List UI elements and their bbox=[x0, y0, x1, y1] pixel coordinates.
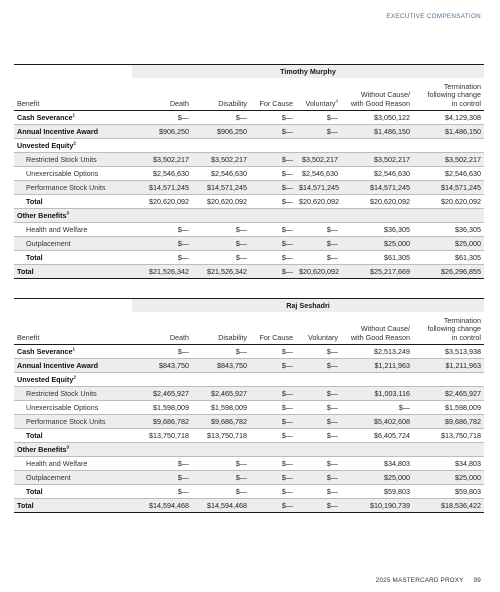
table-row bbox=[14, 471, 484, 485]
row-label: Cash Severance$^1$ bbox=[14, 345, 132, 359]
cell-voluntary: $2,546,630 bbox=[296, 167, 341, 181]
footnote-marker: 3 bbox=[66, 210, 70, 216]
cell-voluntary: $— bbox=[296, 457, 341, 471]
cell-change-in-control: $2,546,630 bbox=[413, 167, 484, 181]
cell-death: $— bbox=[132, 485, 192, 499]
cell-voluntary: $— bbox=[296, 237, 341, 251]
cell-death bbox=[132, 139, 192, 153]
cell-without-cause: $2,546,630 bbox=[341, 167, 413, 181]
col-header-voluntary: Voluntary$^4$ bbox=[296, 78, 341, 111]
cell-death: $— bbox=[132, 111, 192, 125]
cell-death: $843,750 bbox=[132, 359, 192, 373]
cell-voluntary: $— bbox=[296, 251, 341, 265]
cell-disability: $14,571,245 bbox=[192, 181, 250, 195]
cell-death: $— bbox=[132, 345, 192, 359]
row-label: Total bbox=[14, 251, 132, 265]
col-header-disability: Disability bbox=[192, 312, 250, 345]
cell-death: $2,465,927 bbox=[132, 387, 192, 401]
cell-death: $13,750,718 bbox=[132, 429, 192, 443]
col-header-voluntary: Voluntary bbox=[296, 312, 341, 345]
cell-disability: $— bbox=[192, 457, 250, 471]
col-header-disability: Disability bbox=[192, 78, 250, 111]
cell-change-in-control: $59,803 bbox=[413, 485, 484, 499]
cell-change-in-control: $2,465,927 bbox=[413, 387, 484, 401]
cell-without-cause: $14,571,245 bbox=[341, 181, 413, 195]
cell-for-cause: $— bbox=[250, 195, 296, 209]
cell-voluntary bbox=[296, 443, 341, 457]
cell-voluntary: $3,502,217 bbox=[296, 153, 341, 167]
cell-death: $3,502,217 bbox=[132, 153, 192, 167]
cell-death: $2,546,630 bbox=[132, 167, 192, 181]
cell-for-cause bbox=[250, 139, 296, 153]
cell-death bbox=[132, 209, 192, 223]
cell-for-cause: $— bbox=[250, 471, 296, 485]
cell-for-cause: $— bbox=[250, 345, 296, 359]
cell-voluntary: $— bbox=[296, 401, 341, 415]
row-label: Total bbox=[14, 265, 132, 279]
cell-without-cause: $— bbox=[341, 401, 413, 415]
cell-change-in-control bbox=[413, 209, 484, 223]
cell-voluntary bbox=[296, 139, 341, 153]
cell-change-in-control: $9,686,782 bbox=[413, 415, 484, 429]
cell-disability: $20,620,092 bbox=[192, 195, 250, 209]
cell-voluntary: $— bbox=[296, 387, 341, 401]
table-row bbox=[14, 415, 484, 429]
cell-disability: $— bbox=[192, 237, 250, 251]
table-row bbox=[14, 153, 484, 167]
row-label: Unvested Equity$^2$ bbox=[14, 139, 132, 153]
row-label: Restricted Stock Units bbox=[14, 387, 132, 401]
cell-death: $— bbox=[132, 457, 192, 471]
table-row bbox=[14, 265, 484, 279]
cell-for-cause bbox=[250, 373, 296, 387]
table-row bbox=[14, 167, 484, 181]
table-row bbox=[14, 457, 484, 471]
cell-change-in-control: $1,598,009 bbox=[413, 401, 484, 415]
col-header-change-in-control: Termination following change in control bbox=[413, 78, 484, 111]
row-label: Other Benefits$^3$ bbox=[14, 209, 132, 223]
table-row bbox=[14, 111, 484, 125]
cell-for-cause: $— bbox=[250, 237, 296, 251]
table-row bbox=[14, 499, 484, 513]
cell-voluntary: $— bbox=[296, 223, 341, 237]
cell-disability: $2,546,630 bbox=[192, 167, 250, 181]
cell-disability: $— bbox=[192, 223, 250, 237]
cell-change-in-control: $1,486,150 bbox=[413, 125, 484, 139]
cell-for-cause: $— bbox=[250, 457, 296, 471]
cell-for-cause: $— bbox=[250, 223, 296, 237]
row-label: Outplacement bbox=[14, 237, 132, 251]
cell-without-cause: $25,217,669 bbox=[341, 265, 413, 279]
table-row bbox=[14, 373, 484, 387]
cell-disability: $14,594,468 bbox=[192, 499, 250, 513]
cell-change-in-control bbox=[413, 443, 484, 457]
cell-for-cause: $— bbox=[250, 125, 296, 139]
table-row bbox=[14, 195, 484, 209]
severance-table-raj-seshadri bbox=[14, 298, 484, 513]
table-row bbox=[14, 387, 484, 401]
cell-for-cause: $— bbox=[250, 429, 296, 443]
footnote-marker: 2 bbox=[73, 374, 76, 380]
cell-without-cause: $25,000 bbox=[341, 471, 413, 485]
cell-voluntary: $14,571,245 bbox=[296, 181, 341, 195]
col-header-without-cause: Without Cause/ with Good Reason bbox=[341, 78, 413, 111]
table-row bbox=[14, 429, 484, 443]
cell-without-cause: $34,803 bbox=[341, 457, 413, 471]
row-label: Outplacement bbox=[14, 471, 132, 485]
cell-change-in-control: $25,000 bbox=[413, 237, 484, 251]
col-header-without-cause: Without Cause/ with Good Reason bbox=[341, 312, 413, 345]
table-row bbox=[14, 485, 484, 499]
cell-change-in-control: $36,305 bbox=[413, 223, 484, 237]
cell-death: $906,250 bbox=[132, 125, 192, 139]
table-row bbox=[14, 237, 484, 251]
cell-for-cause: $— bbox=[250, 387, 296, 401]
cell-voluntary: $— bbox=[296, 359, 341, 373]
row-label: Total bbox=[14, 499, 132, 513]
col-header-for-cause: For Cause bbox=[250, 312, 296, 345]
page-number: 99 bbox=[473, 577, 481, 584]
cell-without-cause: $6,405,724 bbox=[341, 429, 413, 443]
row-label: Cash Severance$^1$ bbox=[14, 111, 132, 125]
cell-death: $21,526,342 bbox=[132, 265, 192, 279]
cell-death: $14,571,245 bbox=[132, 181, 192, 195]
cell-voluntary: $20,620,092 bbox=[296, 195, 341, 209]
cell-for-cause: $— bbox=[250, 499, 296, 513]
cell-disability: $906,250 bbox=[192, 125, 250, 139]
cell-disability: $21,526,342 bbox=[192, 265, 250, 279]
cell-for-cause: $— bbox=[250, 153, 296, 167]
cell-without-cause: $5,402,608 bbox=[341, 415, 413, 429]
cell-voluntary: $— bbox=[296, 429, 341, 443]
cell-disability: $— bbox=[192, 251, 250, 265]
cell-for-cause bbox=[250, 209, 296, 223]
cell-for-cause: $— bbox=[250, 359, 296, 373]
cell-voluntary: $20,620,092 bbox=[296, 265, 341, 279]
footnote-marker: 3 bbox=[66, 444, 70, 450]
executive-name: Raj Seshadri bbox=[132, 299, 484, 312]
cell-voluntary bbox=[296, 373, 341, 387]
cell-voluntary: $— bbox=[296, 471, 341, 485]
cell-for-cause: $— bbox=[250, 167, 296, 181]
cell-voluntary: $— bbox=[296, 125, 341, 139]
cell-disability: $3,502,217 bbox=[192, 153, 250, 167]
cell-death: $— bbox=[132, 223, 192, 237]
col-header-benefit: Benefit bbox=[14, 78, 132, 111]
cell-voluntary: $— bbox=[296, 345, 341, 359]
cell-disability bbox=[192, 209, 250, 223]
col-header-for-cause: For Cause bbox=[250, 78, 296, 111]
row-label: Restricted Stock Units bbox=[14, 153, 132, 167]
cell-voluntary: $— bbox=[296, 499, 341, 513]
cell-without-cause: $10,190,739 bbox=[341, 499, 413, 513]
cell-change-in-control: $61,305 bbox=[413, 251, 484, 265]
cell-change-in-control: $20,620,092 bbox=[413, 195, 484, 209]
cell-voluntary: $— bbox=[296, 415, 341, 429]
cell-disability: $— bbox=[192, 471, 250, 485]
row-label: Total bbox=[14, 485, 132, 499]
cell-without-cause: $1,003,116 bbox=[341, 387, 413, 401]
cell-disability: $843,750 bbox=[192, 359, 250, 373]
severance-table-timothy-murphy bbox=[14, 64, 484, 279]
col-header-benefit: Benefit bbox=[14, 312, 132, 345]
cell-without-cause bbox=[341, 443, 413, 457]
col-header-death: Death bbox=[132, 78, 192, 111]
cell-for-cause: $— bbox=[250, 401, 296, 415]
row-label: Unexercisable Options bbox=[14, 401, 132, 415]
cell-change-in-control: $18,536,422 bbox=[413, 499, 484, 513]
row-label: Health and Welfare bbox=[14, 457, 132, 471]
table-row bbox=[14, 223, 484, 237]
table-row bbox=[14, 125, 484, 139]
cell-without-cause: $61,305 bbox=[341, 251, 413, 265]
cell-change-in-control: $34,803 bbox=[413, 457, 484, 471]
cell-disability: $9,686,782 bbox=[192, 415, 250, 429]
cell-for-cause: $— bbox=[250, 111, 296, 125]
row-label: Other Benefits$^3$ bbox=[14, 443, 132, 457]
col-header-death: Death bbox=[132, 312, 192, 345]
row-label: Total bbox=[14, 429, 132, 443]
row-label: Annual Incentive Award bbox=[14, 359, 132, 373]
cell-disability: $13,750,718 bbox=[192, 429, 250, 443]
cell-disability bbox=[192, 139, 250, 153]
table-row bbox=[14, 345, 484, 359]
page-footer bbox=[376, 577, 481, 584]
cell-death bbox=[132, 443, 192, 457]
cell-for-cause: $— bbox=[250, 415, 296, 429]
cell-without-cause: $25,000 bbox=[341, 237, 413, 251]
cell-without-cause: $1,211,963 bbox=[341, 359, 413, 373]
table-row bbox=[14, 359, 484, 373]
cell-without-cause: $2,513,249 bbox=[341, 345, 413, 359]
section-header: EXECUTIVE COMPENSATION bbox=[386, 13, 481, 20]
cell-death: $9,686,782 bbox=[132, 415, 192, 429]
table-row bbox=[14, 139, 484, 153]
cell-without-cause: $36,305 bbox=[341, 223, 413, 237]
cell-death: $— bbox=[132, 471, 192, 485]
cell-change-in-control bbox=[413, 373, 484, 387]
cell-without-cause: $59,803 bbox=[341, 485, 413, 499]
cell-without-cause: $1,486,150 bbox=[341, 125, 413, 139]
cell-for-cause: $— bbox=[250, 485, 296, 499]
cell-without-cause bbox=[341, 209, 413, 223]
row-label: Health and Welfare bbox=[14, 223, 132, 237]
cell-change-in-control: $13,750,718 bbox=[413, 429, 484, 443]
cell-for-cause bbox=[250, 443, 296, 457]
cell-change-in-control: $1,211,963 bbox=[413, 359, 484, 373]
footnote-marker: 4 bbox=[335, 98, 338, 104]
row-label: Unexercisable Options bbox=[14, 167, 132, 181]
cell-disability: $1,598,009 bbox=[192, 401, 250, 415]
row-label: Annual Incentive Award bbox=[14, 125, 132, 139]
executive-name: Timothy Murphy bbox=[132, 65, 484, 78]
cell-change-in-control: $25,000 bbox=[413, 471, 484, 485]
row-label: Total bbox=[14, 195, 132, 209]
cell-change-in-control bbox=[413, 139, 484, 153]
cell-disability: $— bbox=[192, 111, 250, 125]
cell-voluntary: $— bbox=[296, 111, 341, 125]
table-row bbox=[14, 209, 484, 223]
cell-disability: $2,465,927 bbox=[192, 387, 250, 401]
cell-for-cause: $— bbox=[250, 181, 296, 195]
cell-death: $— bbox=[132, 251, 192, 265]
cell-death: $— bbox=[132, 237, 192, 251]
cell-without-cause bbox=[341, 373, 413, 387]
cell-death: $14,594,468 bbox=[132, 499, 192, 513]
cell-death bbox=[132, 373, 192, 387]
row-label: Performance Stock Units bbox=[14, 415, 132, 429]
cell-voluntary bbox=[296, 209, 341, 223]
table-row bbox=[14, 443, 484, 457]
cell-disability: $— bbox=[192, 345, 250, 359]
cell-death: $20,620,092 bbox=[132, 195, 192, 209]
cell-change-in-control: $3,513,938 bbox=[413, 345, 484, 359]
table-row bbox=[14, 251, 484, 265]
footnote-marker: 1 bbox=[72, 112, 76, 118]
footer-doc-title: 2025 MASTERCARD PROXY bbox=[375, 577, 464, 584]
footnote-marker: 2 bbox=[73, 140, 76, 146]
cell-voluntary: $— bbox=[296, 485, 341, 499]
cell-without-cause bbox=[341, 139, 413, 153]
table-row bbox=[14, 401, 484, 415]
cell-disability: $— bbox=[192, 485, 250, 499]
cell-without-cause: $20,620,092 bbox=[341, 195, 413, 209]
cell-death: $1,598,009 bbox=[132, 401, 192, 415]
cell-for-cause: $— bbox=[250, 265, 296, 279]
row-label: Performance Stock Units bbox=[14, 181, 132, 195]
cell-for-cause: $— bbox=[250, 251, 296, 265]
row-label: Unvested Equity$^2$ bbox=[14, 373, 132, 387]
cell-without-cause: $3,502,217 bbox=[341, 153, 413, 167]
cell-disability bbox=[192, 443, 250, 457]
col-header-change-in-control: Termination following change in control bbox=[413, 312, 484, 345]
cell-without-cause: $3,050,122 bbox=[341, 111, 413, 125]
cell-change-in-control: $26,296,855 bbox=[413, 265, 484, 279]
cell-change-in-control: $14,571,245 bbox=[413, 181, 484, 195]
table-row bbox=[14, 181, 484, 195]
cell-change-in-control: $3,502,217 bbox=[413, 153, 484, 167]
footnote-marker: 1 bbox=[72, 346, 76, 352]
cell-disability bbox=[192, 373, 250, 387]
cell-change-in-control: $4,129,308 bbox=[413, 111, 484, 125]
